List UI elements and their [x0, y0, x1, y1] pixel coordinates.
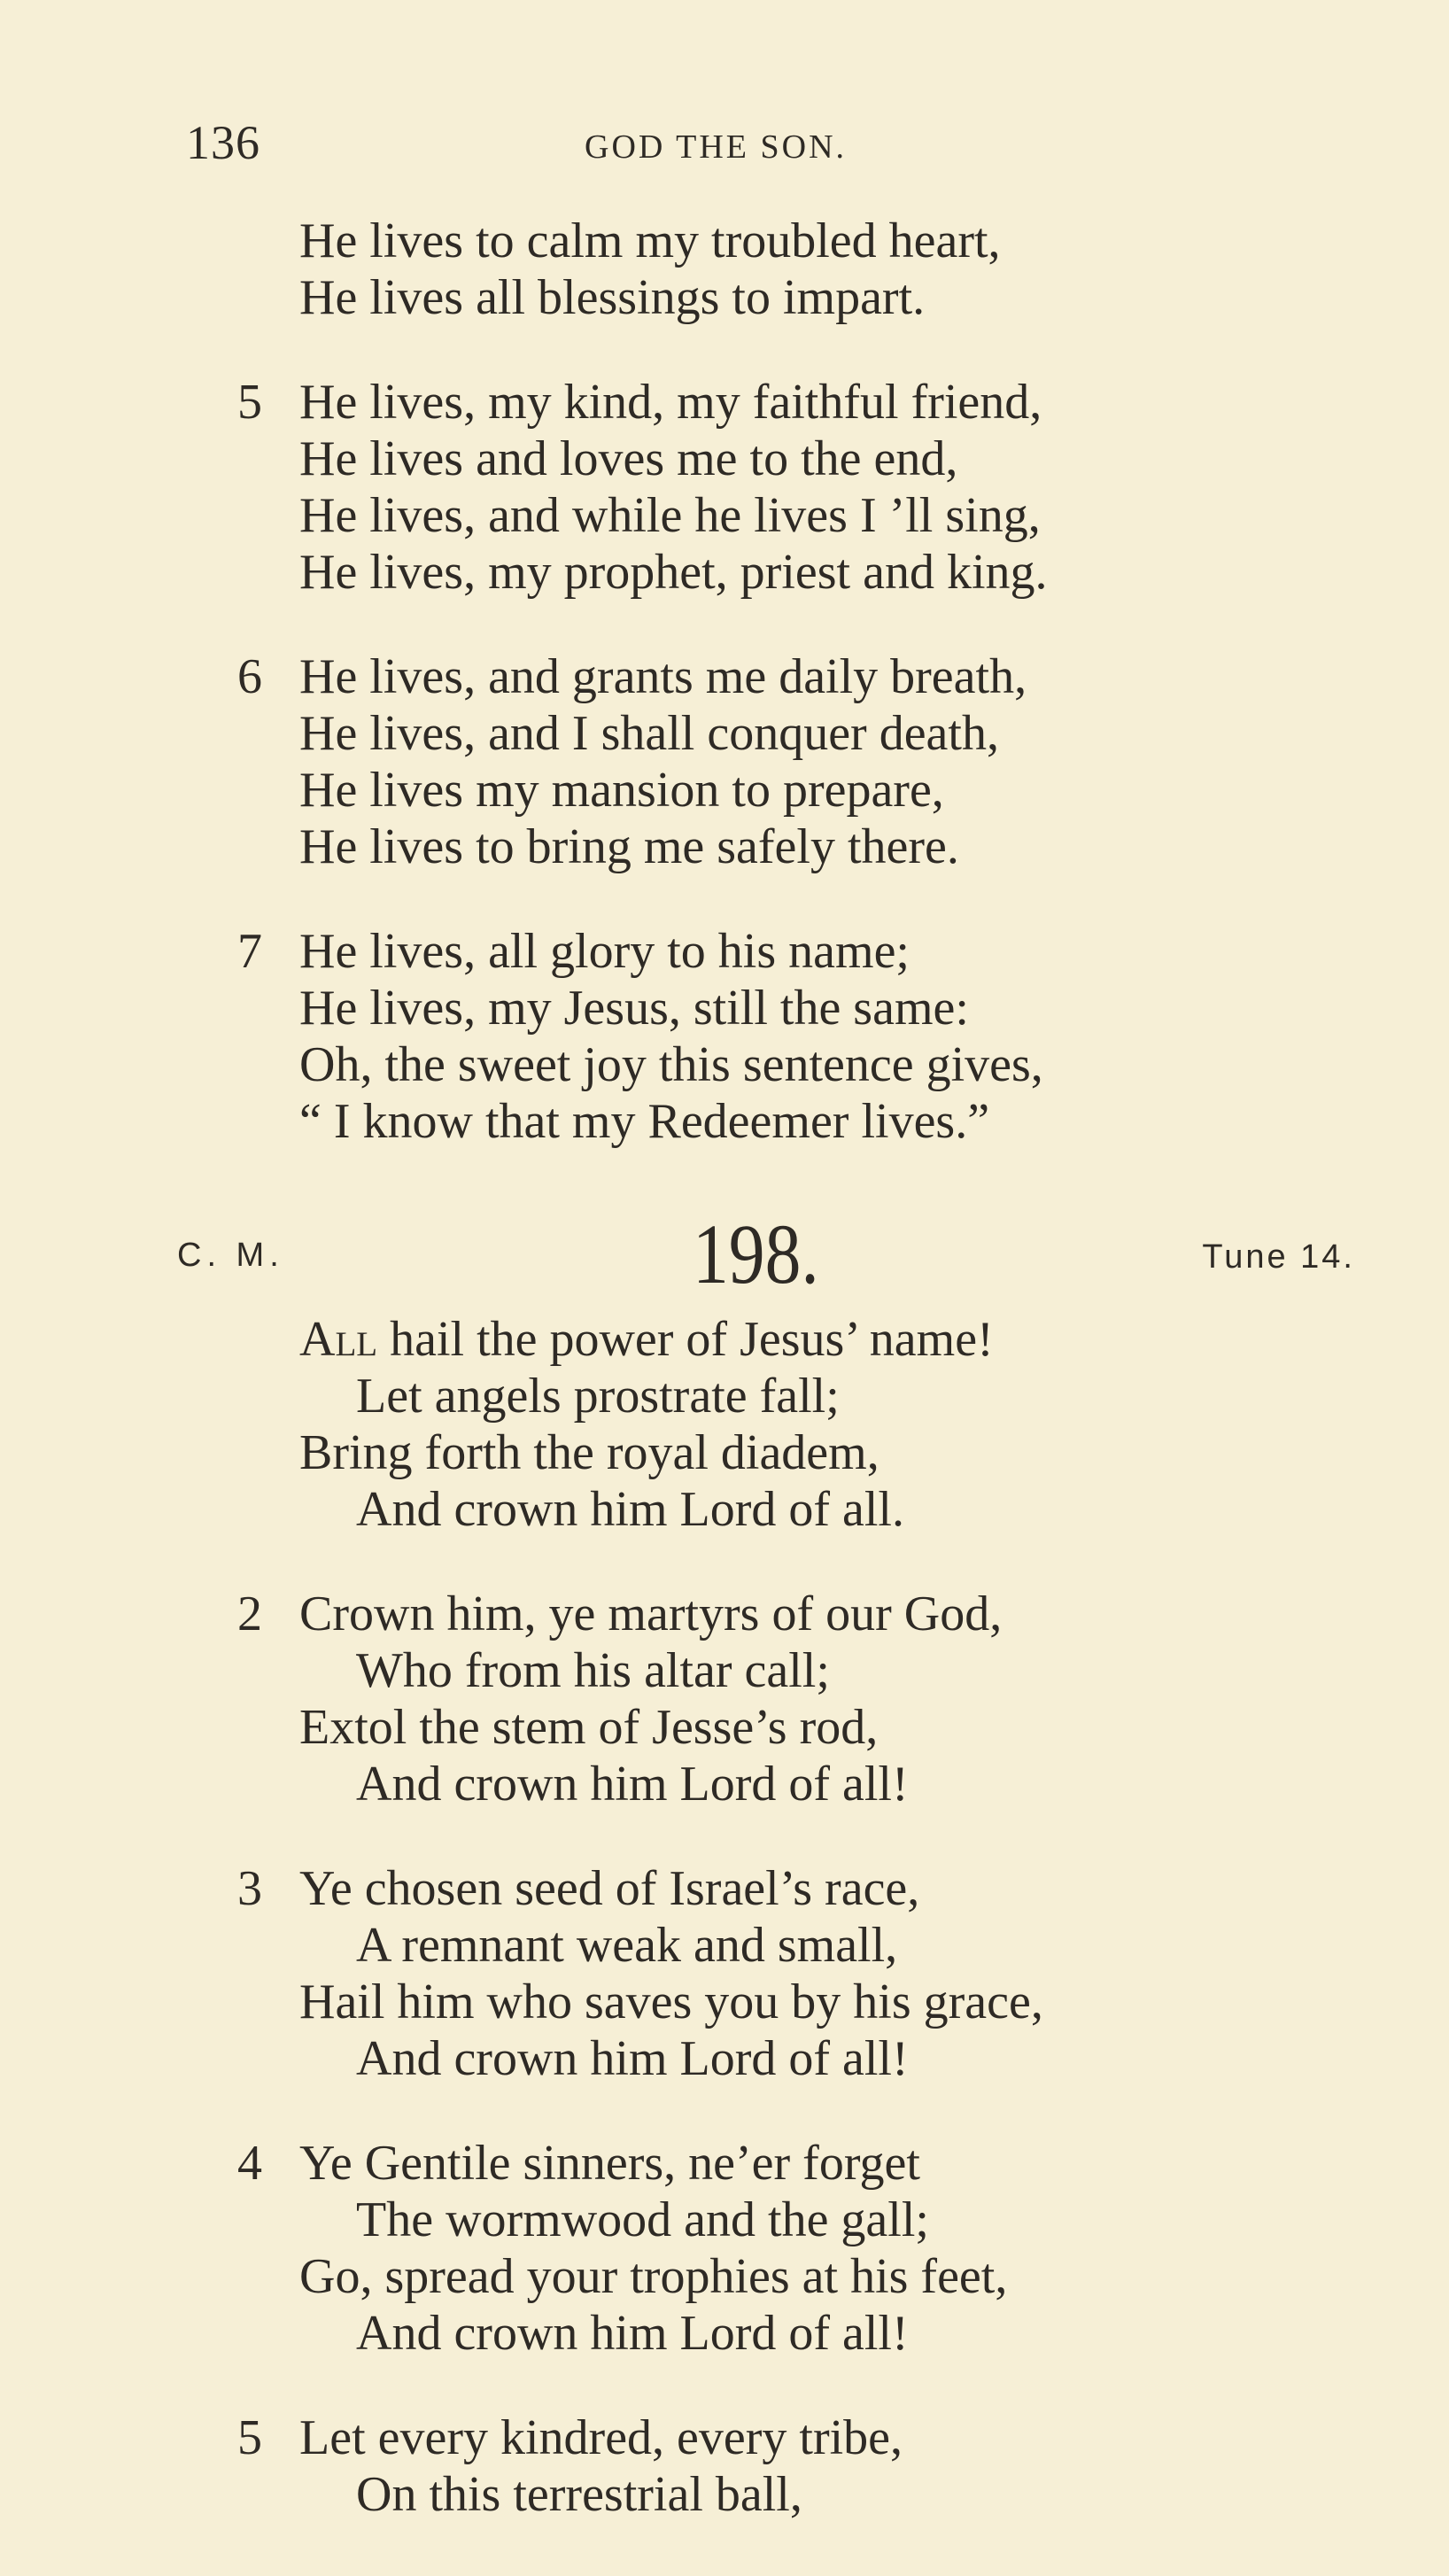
verse-line	[213, 1311, 1293, 1368]
verse-line: And crown him Lord of all!	[356, 2306, 909, 2361]
page-header	[186, 115, 1293, 177]
page-number: 136	[186, 116, 260, 169]
verse-line: Ye chosen seed of Israel’s race,	[299, 1861, 920, 1916]
verse-line: Who from his altar call;	[356, 1643, 830, 1698]
stanza	[213, 213, 1293, 326]
verse-line: And crown him Lord of all!	[356, 2031, 909, 2086]
stanza-number: 2	[237, 1587, 262, 1641]
verse-line: A remnant weak and small,	[356, 1918, 898, 1973]
verse-line: He lives, and while he lives I ’ll sing,	[299, 488, 1041, 543]
stanza-number: 5	[237, 375, 262, 430]
meter-label: C. M.	[177, 1237, 284, 1274]
verse-line: He lives, and I shall conquer death,	[299, 706, 999, 761]
stanza	[213, 2135, 1293, 2362]
previous-hymn	[213, 213, 1293, 1198]
verse-line: He lives all blessings to impart.	[299, 270, 926, 325]
verse-line: Extol the stem of Jesse’s rod,	[299, 1700, 879, 1755]
verse-line: On this terrestrial ball,	[356, 2467, 802, 2522]
verse-line: “ I know that my Redeemer lives.”	[299, 1094, 990, 1149]
tune-label: Tune 14.	[1202, 1238, 1355, 1276]
verse-line: Oh, the sweet joy this sentence gives,	[299, 1037, 1043, 1092]
verse-line: Go, spread your trophies at his feet,	[299, 2249, 1008, 2304]
hymn-heading	[177, 1205, 1355, 1301]
verse-line: He lives, my Jesus, still the same:	[299, 981, 969, 1036]
running-head: GOD THE SON.	[585, 128, 848, 166]
stanza-number: 4	[237, 2136, 262, 2191]
stanza-number: 7	[237, 924, 262, 979]
verse-line: And crown him Lord of all!	[356, 1757, 909, 1812]
stanza	[213, 2409, 1293, 2523]
stanza	[213, 1860, 1293, 2087]
verse-line: Hail him who saves you by his grace,	[299, 1975, 1043, 2029]
verse-line: He lives, and grants me daily breath,	[299, 649, 1027, 704]
stanza	[213, 648, 1293, 875]
stanza	[213, 374, 1293, 601]
verse-line: He lives, my prophet, priest and king.	[299, 545, 1048, 600]
verse-line: He lives, all glory to his name;	[299, 924, 910, 979]
verse-line: Let angels prostrate fall;	[356, 1369, 840, 1424]
verse-line: He lives my mansion to prepare,	[299, 763, 944, 818]
stanza	[213, 923, 1293, 1150]
verse-line: Let every kindred, every tribe,	[299, 2410, 903, 2465]
verse-line: He lives and loves me to the end,	[299, 431, 958, 486]
verse-line-rest: hail the power of Jesus’ name!	[377, 1312, 994, 1367]
verse-line: Bring forth the royal diadem,	[299, 1425, 879, 1480]
verse-line: Crown him, ye martyrs of our God,	[299, 1587, 1003, 1641]
verse-line: He lives to calm my troubled heart,	[299, 213, 1001, 268]
hymn-198	[213, 1311, 1293, 2571]
stanza	[213, 1311, 1293, 1538]
stanza-number: 5	[237, 2410, 262, 2465]
verse-line: He lives to bring me safely there.	[299, 819, 959, 874]
first-word: All	[299, 1312, 378, 1367]
stanza-number: 6	[237, 649, 262, 704]
verse-line: The wormwood and the gall;	[356, 2192, 929, 2247]
verse-line: He lives, my kind, my faithful friend,	[299, 375, 1042, 430]
stanza-number: 3	[237, 1861, 262, 1916]
verse-line: And crown him Lord of all.	[356, 1482, 904, 1537]
stanza	[213, 1586, 1293, 1812]
verse-line: Ye Gentile sinners, ne’er forget	[299, 2136, 920, 2191]
hymn-number: 198.	[693, 1207, 819, 1301]
